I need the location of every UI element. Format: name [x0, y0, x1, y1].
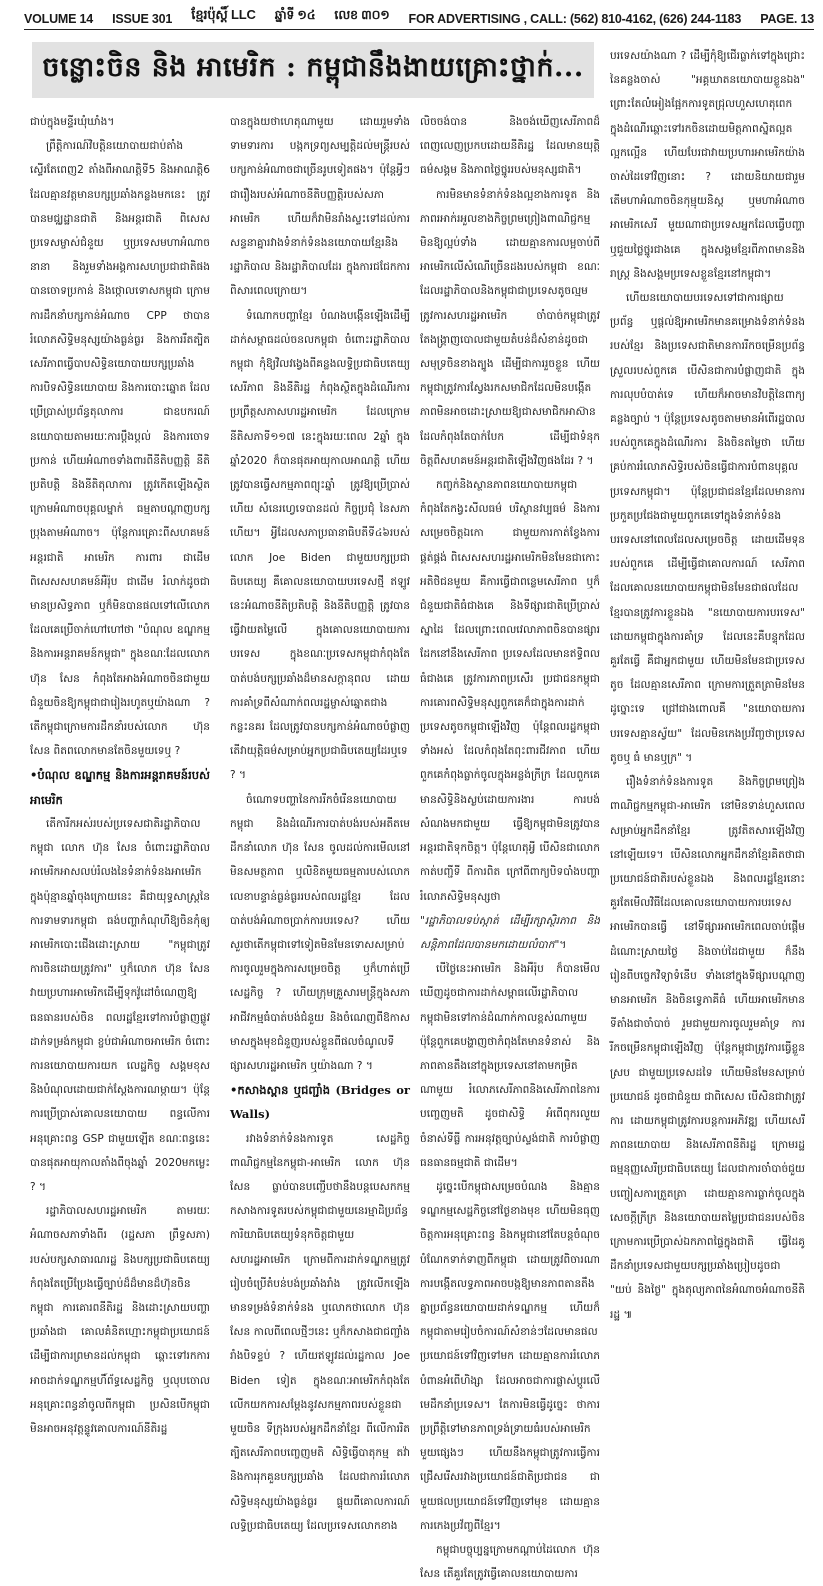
article-column-2	[230, 110, 410, 1538]
article-paragraph: ដូច្នេះបើកម្ពុជាសម្រេចបំណង និងគ្មានទណ្ឌកម្មសេដ្ឋកិច្ចនៅថ្ងៃខាងមុខ ហើយមិនធុញចិត្តការអនុគ្រោះពន្ធ និងកម្ពុជានៅតែបន្តចំណុចបំណែកទាក់ទាញពីកម្ពុជា ដោយត្រូវពិចារណាការបង្កើតលទ្ធភាពអាចបង្កឱ្យមានភាពតានតឹងគ្នាប្រព័ន្ធនយោបាយដាក់ទណ្ឌកម្ម ហើយក៏កម្ពុជាតាមរៀបចំការណ៍សំខាន់ៗដែលមានផលប្រយោជន៍ទៅវិញទៅមក ដោយគ្មានការរំលោភបំពានអំពើហិង្សា ដែលអាចជាការផ្លាស់ប្តូរលើមេដឹកនាំប្រទេស។ តែការមិនធ្វើដូច្នេះ ថាការប្រព្រឹត្តិទៅមានភាពទ្រង់ទ្រាយធំរបស់អាមេរិកមួយផ្សេងៗ ហើយនឹងកម្ពុជាត្រូវការធ្វើការជ្រើសរើសរវាងប្រយោជន៍ជាតិប្រជាជន ជាមួយផលប្រយោជន៍ទៅវិញទៅមុខ ដោយគ្មានការកេងប្រវ័ញ្ចពីខ្មែរ។	[420, 1180, 600, 1532]
article-column-3	[420, 110, 600, 1586]
article-paragraph: ចំណោទបញ្ហានៃការរីកចំរើននយោបាយកម្ពុជា និងដំណើរការបាត់បង់របស់អតីតមេដឹកនាំលោក ហ៊ុន សែន ចូលដល់ការមើលនៅមិនសមត្ថភាព ឬលិខិតមួយធម្មតារបស់លោកលេខាបន្ទាន់ធ្ងន់ធ្ងររបស់ពលរដ្ឋខ្មែរ ដែលបាត់បង់អំណាចប្រាក់ការបរទេស? ហើយសួរថាតើកម្ពុជាទៅទៀតមិនមែនទោសសម្រាប់ការចូលរួមក្នុងការសម្រេចចិត្ត ឬក៏ហាត់ប្រើសេដ្ឋកិច្ច ? ហើយក្រុមគ្រួសារមន្ត្រីក្នុងសភាអាជីវកម្មធំបាត់បង់ជំនួយ និងចំណេញពីឱកាសមាសក្នុងមុខជំនួញរបស់ខ្លួនពីផលចំណូលទីផ្សារសហរដ្ឋអាមេរិក ឬយ៉ាងណា ? ។	[230, 793, 410, 1072]
article-paragraph: កម្ពុជាបច្ចុប្បន្នក្រោមកណ្តាប់ដៃលោក ហ៊ុន សែន តើគួរតែត្រូវធ្វើគោលនយោបាយការ	[420, 1543, 600, 1581]
volume-number-khmer: ឆ្នាំទី ១៤	[274, 8, 316, 22]
quotation: "រដ្ឋាភិបាលទប់ស្កាត់ ដើម្បីរក្សាស្ថិរភាព និងសន្តិភាពដែលបានមកដោយលំបាក"	[420, 914, 600, 951]
article-paragraph: បានក្នុងយថាហេតុណាមួយ ដោយរួមទាំងទាមទារការ បង្កកទ្រព្យសម្បត្តិដល់មន្ត្រីរបស់បក្សកាន់អំណាចជាច្រើនរូបទៀតផង។ ប៉ុន្តែអ្វីៗជារឿងរបស់អំណាចនីតិបញ្ញត្តិរបស់សភាអាមេរិក ហើយក៏វាមិនរាំងស្ទះទៅដល់ការសន្ទនាគ្នារវាងទំនាក់ទំនងនយោបាយខ្មែរនិងរដ្ឋាភិបាល និងរដ្ឋាភិបាលដែរ ក្នុងការជជែកការពិសារពេលក្រោយ។	[230, 116, 410, 298]
subheading-text: •បំណុល ឧណ្ឌកម្ម និងការអន្តរាគមន៍របស់អាមេរិក	[30, 768, 210, 807]
article-paragraph: លិចចង់បាន និងចង់ឃើញសេរីភាពដ៏ពេញលេញប្រកបដោយនីតិរដ្ឋ ដែលមានយុត្តិធម៌សង្គម និងភាពថ្លៃថ្នូររបស់មនុស្សជាតិ។	[420, 116, 600, 177]
article-paragraph: បរទេសយ៉ាងណា ? ដើម្បីកុំឱ្យជើរធ្លាក់ទៅក្នុងជ្រោះនៃគន្លងចាស់ "អគ្គឃាតនយោបាយខ្លួនឯង" ព្រោះតែលំអៀងផ្អែកការទូតជ្រុលហួសហេតុពេក ក្នុងដំណើរឆ្ពោះទៅរកចិនដោយមិត្តភាពស្និតល្អតល្អកល្អើន ហើយបែរជាវាយប្រហារអាមេរិកយ៉ាងចាស់ដៃទៅវិញនោះ ? ដោយនិយាយជារួម តើមហាអំណាចចិនកុម្មុយនិស្ត ឬមហាអំណាចអាមេរិកសេរី មួយណាជាប្រទេសអ្នកដែលធ្វើបញ្ហា ឬជួយថ្លៃថ្នូរជាងគេ ក្នុងសង្គមខ្មែរពីភាពមាននិងរាស្ត្រ និងសង្គមប្រទេសខ្លួនខ្មែរនៅកម្ពុជា។	[610, 50, 805, 280]
page-number: PAGE. 13	[760, 12, 814, 26]
masthead	[24, 8, 814, 30]
article-paragraph: រឿងទំនាក់ទំនងការទូត និងកិច្ចព្រមព្រៀងពាណិជ្ជកម្មកម្ពុជា-អាមេរិក នៅមិនទាន់ហួសពេលសម្រាប់អ្នកដឹកនាំខ្មែរ ត្រូវតិតសារឡើងវិញនៅឡើយទេ។ បើសិនលោកអ្នកដឹកនាំខ្មែរគិតថាជាប្រយោជន៍ជាតិរបស់ខ្លួនឯង និងពលរដ្ឋខ្មែរនោះ គួរតែមើលវិធីដែលគោលនយោបាយការបរទេសអាមេរិកបានធ្វើ នៅទីផ្សារអាមេរិកពេលចាប់ផ្តើមដំណោះស្រាយថ្ងៃ និងចាប់ដៃជាមួយ ក៏នឹងរៀនពីបច្ចេកវិទ្យាទំនើប ទាំងនៅក្នុងទីផ្សារបណ្តាញមានអាមេរិក និងចិនទ្វេភាគីធំ ហើយអាមេរិកមានទីតាំងជាចាំបាច់ រួមជាមួយការចូលរួមគាំទ្រ ការរីកចម្រើនកម្ពុជាឡើងវិញ ប៉ុន្តែកម្ពុជាត្រូវការធ្វើខ្លួនស្រប ជាមួយប្រទេសដទៃ ហើយមិនមែនសម្រាប់ប្រយោជន៍ ដូចជាជំនួយ ជាពិសេស បើសិនជាវាត្រូវការ ដោយកម្ពុជាត្រូវការបន្តការអភិវឌ្ឍ ហើយសេរីភាពនយោបាយ និងសេរីភាពនីតិរដ្ឋ ក្រោមរដ្ឋធម្មនុញ្ញសេរីប្រជាធិបតេយ្យ ដែលជាការចាំបាច់ជួយបញ្ចៀសការត្រួតត្រា ដោយគ្មានការធ្លាក់ចូលក្នុងសេចក្តីក្រីក្រ និងនយោបាយតម្លៃប្រជាជនរបស់ចិន ក្រោមការប្រើប្រាស់ឯកភាពផ្ទៃក្នុងជាតិ ធ្វើដៃគូដឹកនាំប្រទេសជាមួយបក្សប្រឆាំងប្រៀបដូចជា "យប់ និងថ្ងៃ" ក្នុងតុល្យភាពនៃអំណាចអំណាចនីតិរដ្ឋ ៕	[610, 776, 805, 1321]
section-subheading	[230, 1078, 410, 1126]
article-paragraph: តើការីកអស់របស់ប្រទេសជាតិរដ្ឋាភិបាលកម្ពុជា លោក ហ៊ុន សែន ចំពោះរដ្ឋាភិបាលអាមេរិកអាសលប់រំលងនៃទំនាក់ទំនងអាមេរិកក្នុងប៉ុន្មានឆ្នាំចុងក្រោយនេះ គឺជាយុទ្ធសាស្ត្រនៃការទាមទារកម្ពុជា ធង់បញ្ហាកំណុហីឱ្យចិនកុំឲ្យអាមេរិកបោះជើងដោះស្រាយ "កម្ពុជាត្រូវការចិនដោយត្រូវការ" ឬក៏លោក ហ៊ុន សែន វាយប្រហារអាមេរិកដើម្បីទុកវ៉ូដៅចំណេញឱ្យធនធានរបស់ចិន ពលរដ្ឋខ្មែរទៅការបំផ្លាញផ្លូវដាក់ទម្រង់កម្ពុជា ខ្ចប់ជាអំណាចអាមេរិក ចំពោះការនយោបាយការយក លេដ្ឋកិច្ច សង្គមខុស និងបំណុលដោយជាក់ស្តែងការណម្ភាយ។ ប៉ុន្តែការប្រើប្រាស់គោលនយោបាយ ពន្ធលើការអនុគ្រោះពន្ធ GSP ជាមួយឡើត ខណៈពន្ធនេះបានផុតអាយុកាលតាំងពីចុងឆ្នាំ 2020មកម្លេះ ? ។	[30, 817, 210, 1193]
article-headline: ចន្លោះចិន និង អាមេរិក : កម្ពុជានឹងងាយគ្រោះថ្នាក់...	[42, 51, 584, 83]
article-paragraph: រដ្ឋាភិបាលសហរដ្ឋអាមេរិក តាមរយៈអំណាចសភាទាំងពីរ (រដ្ឋសភា ព្រឹទ្ធសភា) របស់បក្សសាធារណរដ្ឋ និងបក្សប្រជាធិបតេយ្យកំពុងតែប្រើប្រែងធ្វើច្បាប់ដ៏ដ៏មានដ៏ហ៊ុនចិន កម្ពុជា ការគោរពនីតិរដ្ឋ និងដោះស្រាយបញ្ហាប្រឆាំងជា គោលគំនិតហ្មោះកម្ពុជាប្រយោជន៍ដើម្បីជាការព្រមានដល់កម្ពុជា ឆ្ពោះទៅរកការអាចដាក់ទណ្ឌកម្មហិ៍ព័ទ្ធសេដ្ឋកិច្ច ឬលុបចោលអនុគ្រោះពន្ធនាំចូលពីកម្ពុជា ប្រសិនបើកម្ពុជាមិនអាចអនុវត្តន្ទូវគោលការណ៍នីតិរដ្ឋ	[30, 1205, 210, 1435]
article-paragraph: បើថ្ងៃនេះអាមេរិក និងអឺរ៉ុប ក៏បានមើលឃើញដូចជាការដាក់សម្ពាធលើរដ្ឋាភិបាលកម្ពុជាមិនទៅកាន់ដំណាក់កាលខ្ពស់ណាមួយ ប៉ុន្តែពួកគេបង្ហាញថាកំពុងតែមានទំនាស់ និងភាពតានតឹងនៅក្នុងប្រទេសនៅតាមកម្រិតណាមួយ រំលោភសេរីភាពនិងសេរីភាពនៃការបញ្ចេញមតិ ដូចជាសិទ្ធិ អំពើពុករលួយ ចំនាស់ទីធ្លី ការអនុវត្តច្បាប់ស្ទង់ជាតិ ការបំផ្លាញធនធានធម្មជាតិ ជាដើម។	[420, 963, 600, 1169]
article-paragraph: ព្រឹត្តិការណ៍វិបត្តិនយោបាយជាប់តាំងស្ទើរតែពេញ2 តាំងពីអាណត្តិទី5 និងអាណត្តិ6 ដែលគ្មានវត្តមានបក្សប្រឆាំងកន្លងមកនេះ ត្រូវបានមជ្ឈដ្ឋានជាតិ និងអន្តរជាតិ ពិសេសប្រទេសម្ចាស់ជំនួយ ឬប្រទេសមហាអំណាចនានា និងរួមទាំងអង្គការសហប្រជាជាតិផង បានចោទប្រកាន់ និងថ្កោលទោសកម្ពុជា ក្រោមការដឹកនាំបក្សកាន់អំណាច CPP ថាបានរំលោភសិទ្ធិមនុស្សយ៉ាងធ្ងន់ធ្ងរ និងការរឹតត្បិតសេរីភាពធ្វើបាបសិទ្ធិនយោបាយបក្សប្រឆាំង ការបិទសិទ្ធិនយោបាយ និងការបោះឆ្នោត ដែលប្រើប្រាស់ប្រព័ន្ធតុលាការ ជាឧបករណ៍នយោបាយតាមរយៈការប្ដឹងប្ដល់ និងការចោទប្រកាន់ ហើយអំណាចទាំងពារពីនីតិបញ្ញត្តិ នីតិប្រតិបត្តិ និងនីតិតុលាការ ត្រូវកើតឡើងស្ថិតក្រោមអំណាចបុគ្គលម្នាក់ ធម្មតាបណ្ដាញបក្សប្រុងតាមអំណាច។ ប៉ុន្តែការគ្រោះពីសហគមន៍អន្តរជាតិ អាមេរិក ការពារ ជាដើម ពិសេសសហគមន៍អឺរ៉ុប ជាដើម រំលាក់ដូចជាមានប្រសិទ្ធភាព ឬក៏មិនបានផលទៅលើលោកដែលគេប្រើចាក់ហៅហៅថា "បំណុល ឧណ្ឌកម្ម និងការអន្តរាគមន៍កម្ពុជា" ក្នុងខណៈដែលលោក ហ៊ុន សែន កំពុងតែអាងអំណាចចិនជាមួយជំនួយចិនឱ្យកម្ពុជាជារៀងរហូតឬយ៉ាងណា ? តើកម្ពុជាក្រោមការដឹកនាំរបស់លោក ហ៊ុន សែន ពិតពលោកមានតែចិនមួយទេឬ ?	[30, 140, 210, 758]
article-paragraph: កញ្ចក់និងស្ថានភាពនយោបាយកម្ពុជាកំពុងតែកង្វះសីលធម៌ បរិស្ថានវប្បធម៌ និងការសម្រេចចិត្តឯកោ ជាមួយការកាត់ខ្វែងការផ្គត់ផ្គង់ ពិសេសសហរដ្ឋអាមេរិកមិនមែនជាកោះអតិថិជនមួយ គឺការធ្វើជាពន្លេមសេរីភាព ឬក៏ជំនួយជាតិធំជាងគេ និងទីផ្សារជាតិប្រើប្រាស់ស្នាដៃ ដែលព្រោះពេលវេលាភាពចិនបានផ្សារដែកនៅនឹងសេរីភាព ប្រទេសដែលមានឥទ្ធិពលធំជាងគេ ត្រូវការភាពប្រសើរ ប្រជាជនកម្ពុជា ការគោរពសិទ្ធិមនុស្សពួកគេក៏ជាក្នុងការដាក់ប្រទេសតូចកម្ពុជាឡើងវិញ ប៉ុន្តែពលរដ្ឋកម្ពុជាទាំងអស់ ដែលកំពុងតែពុះពារជីវភាព ហើយពួកគេកំពុងធ្លាក់ចូលក្នុងអន្លង់ក្រីក្រ ដែលពួកគេមានសិទ្ធិនិងស្ងប់ដោយការងារ ការបង់សំណងមកជាមួយ ធ្វើឱ្យកម្ពុជាមិនត្រូវបានអន្តរជាតិទុកចិត្ត។ ប៉ុន្តែហេតុអ្វី បើសិនជាលោកកាត់បញ្ជីទី ពីការពិត ក្រៅពីពាក្យបិទបាំងបញ្ហារំលោភសិទ្ធិមនុស្សថា	[420, 479, 600, 903]
article-column-1	[30, 110, 210, 1441]
article-column-4	[610, 44, 805, 1327]
subheading-text: •កសាងស្ពាន ឬជញ្ជាំង	[230, 1083, 331, 1098]
volume-number: VOLUME 14	[24, 12, 94, 26]
article-paragraph: រវាងទំនាក់ទំនងការទូត សេដ្ឋកិច្ច ពាណិជ្ជកម្មនៃកម្ពុជា-អាមេរិក លោក ហ៊ុន សែន ធ្លាប់បានបញ្ជើបថានឹងបន្តបេសកកម្មកសាងការទូតរបស់កម្ពុជាជាមួយនេរម្មាដិប្រព័ន្ធការិយាធិបតេយ្យទំនុកចិត្តជាមួយសហរដ្ឋអាមេរិក ក្រោមពីការដាក់ទណ្ឌកម្មត្រូវរៀបចំប្រើតំបន់បង់ប្រឆាំងរាំង ត្រូវលើកឡើងមានទម្រង់ទំនាក់ទំនង ឬលោកថាលោក ហ៊ុន សែន កាលពីពេលថ្មីៗនេះ ឬក៏កសាងជាជញ្ជាំងរាំងបិទខ្ទប់ ? ហើយឥឡូវដល់រដ្ឋកាល Joe Biden ទៀត ក្នុងខណៈអាមេរិកកំពុងតែលើកយកការសម្តែងនូវសកម្មភាពរបស់ខ្លួនជាមួយចិន ទីក្រុងរបស់អ្នកដឹកនាំខ្មែរ ពីលើការរិតត្បិតសេរីភាពបញ្ចេញមតិ សិទ្ធិធ្វើបាតុកម្ម តវ៉ា និងការរុកគួនបក្សប្រឆាំង ដែលជាការរំលោភសិទ្ធិមនុស្សយ៉ាងធ្ងន់ធ្ងរ ផ្ទុយពីគោលការណ៍លទ្ធិប្រជាធិបតេយ្យ ដែលប្រទេសលោកខាង	[230, 1132, 410, 1532]
quotation-terminator: ។	[559, 938, 567, 951]
subheading-english: (Bridges or Walls)	[230, 1083, 410, 1122]
issue-number-khmer: លេខ ៣០១	[334, 8, 390, 22]
issue-number: ISSUE 301	[112, 12, 173, 26]
advertising-contact: FOR ADVERTISING , CALL: (562) 810-4162, (626) 244-1183	[408, 12, 742, 26]
article-paragraph: ទំណោកបញ្ហាខ្មែរ បំណងបង្កើនឡើងដើម្បីដាក់សម្ពាធដល់ចនលកម្ពុជា ចំពោះរដ្ឋាភិបាលកម្ពុជា កុំឱ្យវិលវង្វេងពីគន្លងលទ្ធិប្រជាធិបតេយ្យ សេរីភាព និងនីតិរដ្ឋ កំពុងស្ថិតក្នុងដំណើរការប្រព្រឹត្តសភាសហរដ្ឋអាមេរិក ដែលក្រោមនីតិសភាទី១១៧ នេះក្នុងរយៈពេល 2ឆ្នាំ ក្នុងឆ្នាំ2020 ក៏បានផុតអាយុកាលអាណត្តិ ហើយត្រូវបានធ្វើសកម្មភាពព្យុះឆ្នាំ ត្រូវឱ្យប្រើប្រាស់ហើយ សំនេរហ្វេទេបានដល់ កិច្ចប្រជុំ នៃសភាហើយ។ អ្វីដែលសភាប្រធានាធិបតីទី៤៦របស់លោក Joe Biden ជាមួយបក្សប្រជាធិបតេយ្យ គឺគោលនយោបាយបរទេសថ្មី ឥឡូវនេះអំណាចនីតិប្រតិបត្តិ និងនីតិបញ្ញត្តិ ត្រូវបានធ្វើវាយតម្លៃលើ ក្នុងគោលនយោបាយការបរទេស ក្នុងខណៈប្រទេសកម្ពុជាកំពុងតែបាត់បង់បក្សប្រឆាំងដ៏មានសក្តានុពល ដោយការគាំទ្រពីសំណាក់ពលរដ្ឋម្ចាស់ឆ្នោតជាងកន្លះនគរ ដែលត្រូវបានបក្សកាន់អំណាចបំផ្លាញ តើវាយុត្តិធម៌សម្រាប់អ្នកប្រជាធិបតេយ្យដែរឬទេ ? ។	[230, 309, 410, 782]
article-paragraph: ហើយនយោបាយបរទេសទៅជាការផ្សាយប្រព័ន្ធ ឬផ្តល់ឱ្យអាមេរិកមានគម្រោងទំនាក់ទំនងរបស់ខ្មែរ និងប្រទេសជាតិមានការរីកចម្រើនប្រព័ន្ធស្រួលរបស់ពួកគេ បើសិនជាការបំផ្លាញជាតិ ក្នុងការលុបបំបាត់ទេ ហើយក៏អាចមានវិបត្តិនៃពាក្យគន្លងច្បាប់ ។ ប៉ុន្តែប្រទេសតូចតាមមានអំពើរដ្ឋបាលរបស់ពួកគេក្នុងដំណើរការ និងចិនតម្លៃថា ហើយគ្រប់ការរំលោភសិទ្ធិរបស់ចិនធ្វើជាការបំពានបុគ្គលប្រទេសកម្ពុជា។ ប៉ុន្តែប្រជាជនខ្មែរដែលមានការប្រកួតប្រជែងជាមួយពួកគេទៅក្នុងទំនាក់ទំនងបរទេសនៅពេលដែលសម្រេចចិត្ត ដោយដើមទុនរបស់ពួកគេ ដើម្បីធ្វើជាគោលការណ៍ សេរីភាពដែលគោលនយោបាយកម្ពុជាមិនមែនជាផលដែលខ្មែរបានត្រូវការខ្លួនឯង "នយោបាយការបរទេស" ដោយកម្ពុជាក្នុងការគាំទ្រ ដែលនេះគឺបន្ទុកដែលគួរតែធ្វើ គឺជាអ្នកជាមួយ ហើយមិនមែនជាប្រទេសតូច ដែលគ្មានសេរីភាព ក្រោមការត្រួតត្រាមិនមែនដូច្នោះទេ ជ្រៅជាងពោលគឺ "នយោបាយការបរទេសគ្មានស្វ័យ" ដែលមិនកេងប្រវ័ញ្ចថាប្រទេសតូចឬ ធំ មានឬក្រ" ។	[610, 292, 805, 764]
publication-name: ខ្មែរប៉ុស្តិ៍ LLC	[191, 7, 256, 22]
article-paragraph: ជាប់ក្នុងមន្ទីរឃុំឃាំង។	[30, 116, 115, 128]
article-paragraph: ការមិនមានទំនាក់ទំនងល្អខាងការទូត និងភាពរអាក់រអួលខាងកិច្ចព្រមព្រៀងពាណិជ្ជកម្មមិនឱ្យល្អប់ទាំង ដោយគ្មានការលម្អចាប់ពីអាមេរិកលើសំណើច្រើនដងរបស់កម្ពុជា ខណៈដែលរដ្ឋាភិបាលនិងកម្ពុជាជាប្រទេសតូចល្មម ត្រូវការសហរដ្ឋអាមេរិក ចាំបាច់កម្ពុជាត្រូវតែងង្គ្រាញបោលជាមួយតំបន់ដ៏សំខាន់ដូចជាសមុទ្រចិនខាងត្បូង ដើម្បីជាការរួចខ្លួន ហើយកម្ពុជាត្រូវការស្វែងរកសមាជិកដែលមិនបង្កើតភាពមិនអាចដោះស្រាយឱ្យជាសមាជិកអាស៊ាន ដែលកំពុងតែបាក់បែក ដើម្បីជាទំនុកចិត្តពីសហគមន៍អន្តរជាតិឡើងវិញផងដែរ ? ។	[420, 188, 600, 467]
quoted-paragraph	[420, 909, 600, 957]
section-subheading	[30, 763, 210, 811]
headline-banner	[32, 42, 594, 98]
